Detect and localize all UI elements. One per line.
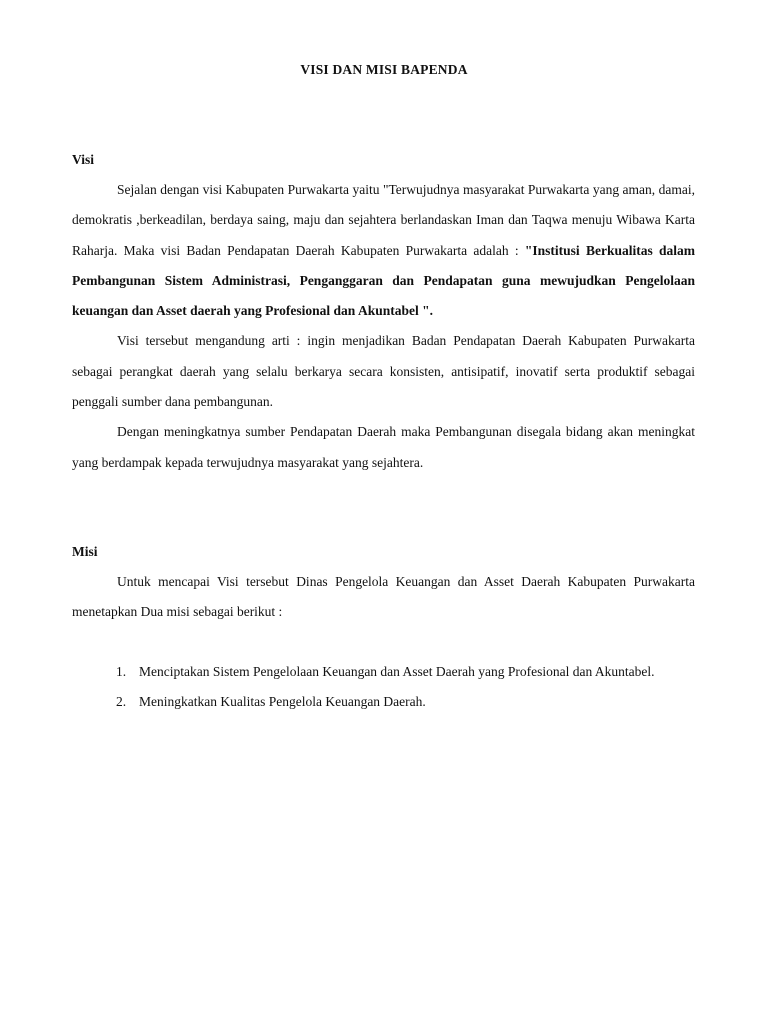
mission-item-text: Meningkatkan Kualitas Pengelola Keuangan Daerah. [139,694,426,710]
mission-item-text: Menciptakan Sistem Pengelolaan Keuangan dan Asset Daerah yang Profesional dan Akuntabel. [139,664,655,679]
document-title: VISI DAN MISI BAPENDA [300,62,468,77]
mission-item-number: 1. [116,664,127,679]
misi-section [72,567,695,628]
mission-list [72,657,695,718]
mission-item [72,657,695,687]
mission-item [72,687,695,717]
misi-paragraph-intro: Untuk mencapai Visi tersebut Dinas Pengelola Keuangan dan Asset Daerah Kabupaten Purwakarta menetapkan Dua misi sebagai berikut : [72,574,695,620]
mission-item-number: 2. [116,694,127,710]
visi-paragraph-impact: Dengan meningkatnya sumber Pendapatan Daerah maka Pembangunan disegala bidang akan meningkat yang berdampak kepada terwujudnya masyarakat yang sejahtera. [72,424,695,470]
visi-intro-text: Sejalan dengan visi Kabupaten Purwakarta yaitu "Terwujudnya masyarakat Purwakarta yang aman, damai, demokratis ,berkeadilan, berdaya saing, maju dan sejahtera berlandaskan Iman dan Taqwa menuju Wibawa Karta Raharja. Maka visi Badan Pendapatan Daerah Kabupaten Purwakarta adalah : [72,182,695,258]
visi-paragraph-statement [72,175,695,326]
visi-section [72,175,695,478]
visi-heading: Visi [72,152,95,167]
misi-heading: Misi [72,544,98,559]
visi-paragraph-meaning: Visi tersebut mengandung arti : ingin menjadikan Badan Pendapatan Daerah Kabupaten Purwakarta sebagai perangkat daerah yang selalu berkarya secara konsisten, antisipatif, inovatif serta produktif sebagai penggali sumber dana pembangunan. [72,333,695,410]
visi-statement-bold: "Institusi Berkualitas dalam Pembangunan Sistem Administrasi, Penganggaran dan Pendapatan guna mewujudkan Pengelolaan keuangan dan Asset daerah yang Profesional dan Akuntabel ". [72,242,695,319]
